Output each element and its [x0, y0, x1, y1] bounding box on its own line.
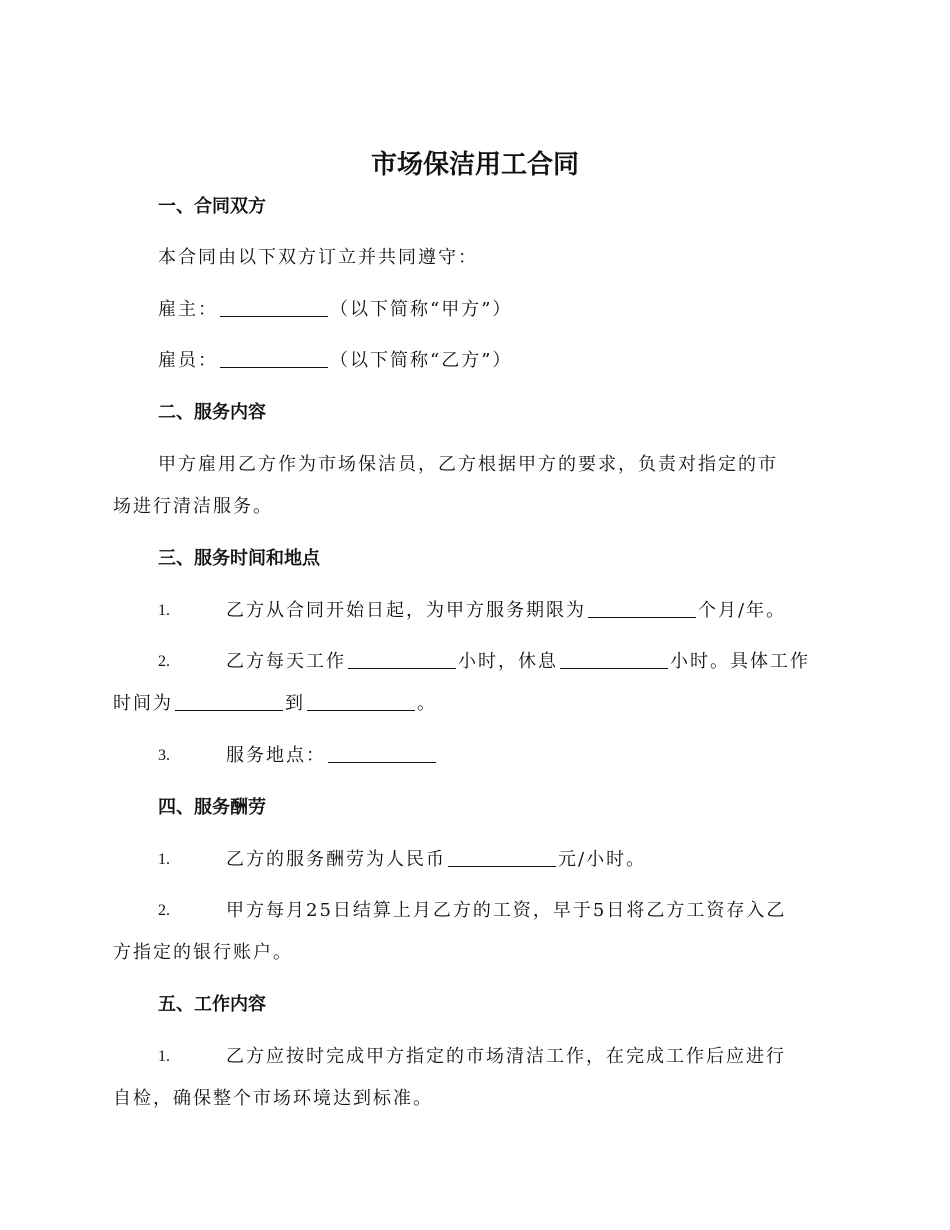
employee-blank — [220, 347, 328, 368]
to-text: 到 — [285, 693, 305, 714]
section-heading-parties: 一、合同双方 — [158, 196, 266, 217]
employee-suffix: （以下简称“乙方”） — [330, 350, 513, 371]
service-term-blank — [588, 597, 696, 618]
work-hours-text: 乙方每天工作 — [226, 651, 346, 672]
employer-suffix: （以下简称“甲方”） — [330, 299, 513, 320]
service-term-line — [226, 596, 786, 626]
service-term-unit: 个月/年。 — [698, 600, 787, 621]
work-content-line-2: 自检，确保整个市场环境达到标准。 — [113, 1088, 433, 1109]
rest-hours-blank — [560, 648, 668, 669]
list-number: 1. — [158, 1048, 170, 1065]
work-time-label: 时间为 — [113, 693, 173, 714]
section-heading-work-content: 五、工作内容 — [158, 994, 266, 1015]
employee-label: 雇员： — [158, 350, 218, 371]
pay-rate-unit: 元/小时。 — [558, 849, 647, 870]
work-hours-line-2 — [113, 689, 437, 719]
work-content-line-1: 乙方应按时完成甲方指定的市场清洁工作，在完成工作后应进行 — [226, 1046, 786, 1067]
service-location-line — [226, 741, 438, 771]
period-text: 。 — [417, 693, 437, 714]
pay-rate-blank — [448, 846, 556, 867]
payment-schedule-line-1: 甲方每月25日结算上月乙方的工资，早于5日将乙方工资存入乙 — [226, 900, 787, 921]
list-number: 2. — [158, 653, 170, 670]
list-number: 1. — [158, 602, 170, 619]
list-number: 3. — [158, 747, 170, 764]
end-time-blank — [307, 690, 415, 711]
list-number: 1. — [158, 851, 170, 868]
service-location-label: 服务地点： — [226, 745, 326, 766]
service-content-line-1: 甲方雇用乙方作为市场保洁员，乙方根据甲方的要求，负责对指定的市 — [158, 454, 778, 475]
pay-rate-line — [226, 845, 646, 875]
section-heading-remuneration: 四、服务酬劳 — [158, 797, 266, 818]
section-heading-service-content: 二、服务内容 — [158, 402, 266, 423]
document-title: 市场保洁用工合同 — [370, 150, 579, 180]
employer-label: 雇主： — [158, 299, 218, 320]
work-hours-blank — [348, 648, 456, 669]
service-content-line-2: 场进行清洁服务。 — [113, 496, 273, 517]
service-location-blank — [328, 742, 436, 763]
pay-rate-text: 乙方的服务酬劳为人民币 — [226, 849, 446, 870]
payment-schedule-line-2: 方指定的银行账户。 — [113, 942, 293, 963]
section-heading-time-place: 三、服务时间和地点 — [158, 548, 320, 569]
start-time-blank — [175, 690, 283, 711]
parties-intro: 本合同由以下双方订立并共同遵守： — [158, 247, 478, 268]
employee-line — [158, 346, 512, 376]
work-time-text: 小时。具体工作 — [670, 651, 810, 672]
rest-hours-text: 小时，休息 — [458, 651, 558, 672]
service-term-text: 乙方从合同开始日起，为甲方服务期限为 — [226, 600, 586, 621]
work-hours-line-1 — [226, 647, 810, 677]
employer-line — [158, 295, 512, 325]
employer-blank — [220, 296, 328, 317]
list-number: 2. — [158, 902, 170, 919]
